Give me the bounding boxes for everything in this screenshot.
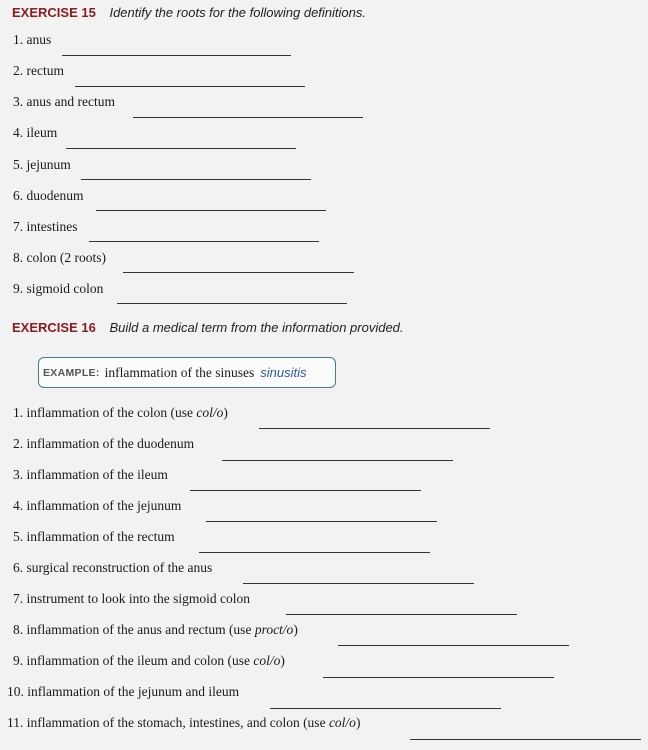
ex16-item: 2. inflammation of the duodenum	[13, 436, 195, 451]
ex16-item: 10. inflammation of the jejunum and ileum	[7, 684, 240, 699]
ex16-item: 5. inflammation of the rectum	[13, 529, 175, 544]
ex15-item: 8. colon (2 roots)	[13, 250, 106, 265]
example-tag: EXAMPLE:	[43, 366, 100, 379]
ex16-answer-line-6[interactable]	[243, 583, 474, 584]
ex16-answer-line-5[interactable]	[199, 552, 430, 553]
ex16-answer-line-8[interactable]	[338, 645, 569, 646]
ex15-answer-line-4[interactable]	[66, 148, 296, 149]
ex15-item: 4. ileum	[13, 125, 58, 140]
ex15-answer-line-9[interactable]	[117, 303, 347, 304]
ex16-answer-line-10[interactable]	[270, 708, 501, 709]
ex16-item: 11. inflammation of the stomach, intestines, and colon (use col/o)	[7, 715, 361, 730]
ex16-answer-line-11[interactable]	[410, 739, 641, 740]
ex15-item: 3. anus and rectum	[13, 94, 115, 109]
ex15-answer-line-8[interactable]	[123, 272, 354, 273]
ex16-answer-line-3[interactable]	[190, 490, 421, 491]
ex16-answer-line-7[interactable]	[286, 614, 517, 615]
exercise-16-instruction: Build a medical term from the information provided.	[109, 320, 404, 335]
exercise-16-label: EXERCISE 16	[12, 320, 96, 335]
ex15-item: 1. anus	[13, 32, 52, 47]
ex16-answer-line-4[interactable]	[206, 521, 437, 522]
ex16-answer-line-1[interactable]	[259, 428, 490, 429]
ex16-item: 6. surgical reconstruction of the anus	[13, 560, 213, 575]
exercise-16-header	[12, 320, 404, 335]
ex15-answer-line-6[interactable]	[96, 210, 326, 211]
ex16-item: 8. inflammation of the anus and rectum (use proct/o)	[13, 622, 298, 637]
example-text: inflammation of the sinuses	[104, 364, 255, 380]
ex16-item: 3. inflammation of the ileum	[13, 467, 168, 482]
ex16-item: 7. instrument to look into the sigmoid colon	[13, 591, 250, 606]
ex16-item: 4. inflammation of the jejunum	[13, 498, 182, 513]
ex15-item: 5. jejunum	[13, 157, 71, 172]
ex15-item: 6. duodenum	[13, 188, 84, 203]
ex15-answer-line-5[interactable]	[81, 179, 311, 180]
ex15-answer-line-1[interactable]	[62, 55, 291, 56]
exercise-15-label: EXERCISE 15	[12, 5, 96, 20]
ex15-item: 9. sigmoid colon	[13, 281, 104, 296]
ex16-answer-line-9[interactable]	[323, 677, 554, 678]
ex15-answer-line-3[interactable]	[133, 117, 363, 118]
ex15-item: 7. intestines	[13, 219, 78, 234]
example-box	[38, 357, 336, 388]
ex15-answer-line-2[interactable]	[75, 86, 305, 87]
exercise-15-header	[12, 5, 366, 20]
ex15-item: 2. rectum	[13, 63, 64, 78]
ex16-item: 1. inflammation of the colon (use col/o)	[13, 405, 228, 420]
ex16-answer-line-2[interactable]	[222, 460, 453, 461]
exercise-15-instruction: Identify the roots for the following definitions.	[109, 5, 366, 20]
ex16-item: 9. inflammation of the ileum and colon (use col/o)	[13, 653, 285, 668]
example-answer: sinusitis	[260, 365, 307, 380]
ex15-answer-line-7[interactable]	[89, 241, 319, 242]
